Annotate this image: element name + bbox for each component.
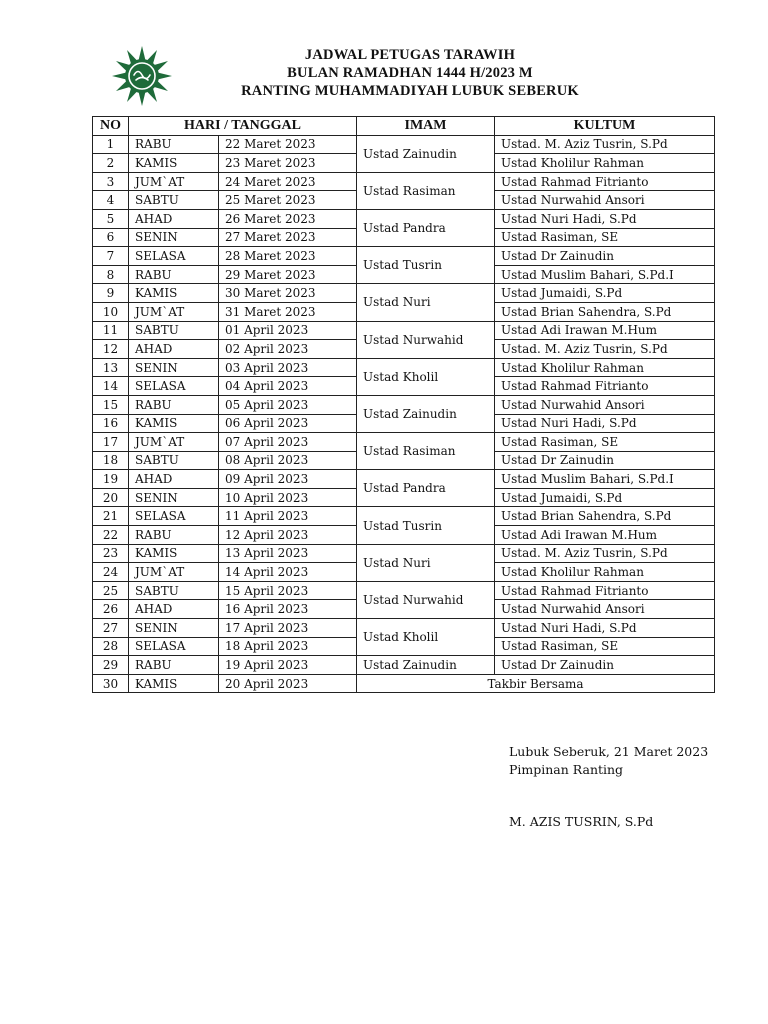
row-day: SELASA (129, 377, 219, 396)
row-kultum: Ustad Adi Irawan M.Hum (495, 526, 715, 545)
muhammadiyah-sun-logo-icon (110, 44, 174, 108)
row-date: 24 Maret 2023 (219, 172, 357, 191)
row-date: 04 April 2023 (219, 377, 357, 396)
row-number: 29 (93, 656, 129, 675)
row-number: 17 (93, 433, 129, 452)
row-date: 02 April 2023 (219, 340, 357, 359)
row-number: 9 (93, 284, 129, 303)
row-day: SABTU (129, 321, 219, 340)
row-date: 27 Maret 2023 (219, 228, 357, 247)
row-number: 19 (93, 470, 129, 489)
row-imam: Ustad Tusrin (357, 507, 495, 544)
row-number: 11 (93, 321, 129, 340)
row-kultum: Ustad Rasiman, SE (495, 433, 715, 452)
row-date: 09 April 2023 (219, 470, 357, 489)
table-row (93, 395, 715, 414)
row-date: 08 April 2023 (219, 451, 357, 470)
row-date: 01 April 2023 (219, 321, 357, 340)
row-date: 16 April 2023 (219, 600, 357, 619)
row-date: 14 April 2023 (219, 563, 357, 582)
row-number: 27 (93, 619, 129, 638)
row-kultum: Ustad Nuri Hadi, S.Pd (495, 619, 715, 638)
row-day: RABU (129, 526, 219, 545)
row-day: SENIN (129, 488, 219, 507)
row-date: 06 April 2023 (219, 414, 357, 433)
header-kultum: KULTUM (495, 117, 715, 136)
row-number: 2 (93, 154, 129, 173)
row-day: SELASA (129, 507, 219, 526)
table-row (93, 433, 715, 452)
row-day: JUM`AT (129, 433, 219, 452)
signature-name: M. AZIS TUSRIN, S.Pd (509, 814, 654, 829)
schedule-table (92, 116, 715, 693)
table-row (93, 656, 715, 675)
table-row (93, 358, 715, 377)
row-kultum: Ustad Dr Zainudin (495, 451, 715, 470)
heading-line-3: RANTING MUHAMMADIYAH LUBUK SEBERUK (241, 83, 579, 99)
row-number: 18 (93, 451, 129, 470)
row-imam: Ustad Rasiman (357, 172, 495, 209)
row-merged-note: Takbir Bersama (357, 674, 715, 693)
row-date: 07 April 2023 (219, 433, 357, 452)
row-date: 18 April 2023 (219, 637, 357, 656)
table-row (93, 172, 715, 191)
table-row (93, 209, 715, 228)
row-number: 25 (93, 581, 129, 600)
heading-line-1: JADWAL PETUGAS TARAWIH (304, 47, 516, 63)
row-number: 16 (93, 414, 129, 433)
row-imam: Ustad Nurwahid (357, 321, 495, 358)
table-header-row (93, 117, 715, 136)
row-number: 7 (93, 247, 129, 266)
row-number: 26 (93, 600, 129, 619)
row-imam: Ustad Zainudin (357, 395, 495, 432)
row-day: RABU (129, 656, 219, 675)
row-kultum: Ustad Rasiman, SE (495, 228, 715, 247)
table-row (93, 581, 715, 600)
row-number: 20 (93, 488, 129, 507)
row-kultum: Ustad. M. Aziz Tusrin, S.Pd (495, 135, 715, 154)
row-kultum: Ustad Nurwahid Ansori (495, 191, 715, 210)
row-day: SENIN (129, 358, 219, 377)
row-kultum: Ustad Nuri Hadi, S.Pd (495, 209, 715, 228)
row-day: SELASA (129, 637, 219, 656)
row-day: JUM`AT (129, 302, 219, 321)
heading-line-2: BULAN RAMADHAN 1444 H/2023 M (287, 65, 533, 81)
row-day: AHAD (129, 470, 219, 489)
row-date: 17 April 2023 (219, 619, 357, 638)
row-date: 12 April 2023 (219, 526, 357, 545)
table-row (93, 507, 715, 526)
row-date: 26 Maret 2023 (219, 209, 357, 228)
row-number: 22 (93, 526, 129, 545)
row-day: AHAD (129, 209, 219, 228)
row-day: SELASA (129, 247, 219, 266)
row-day: SABTU (129, 451, 219, 470)
row-day: SABTU (129, 581, 219, 600)
document-heading (180, 46, 640, 100)
header-hari-tanggal: HARI / TANGGAL (129, 117, 357, 136)
row-kultum: Ustad Brian Sahendra, S.Pd (495, 507, 715, 526)
row-day: SENIN (129, 619, 219, 638)
row-kultum: Ustad Jumaidi, S.Pd (495, 488, 715, 507)
row-imam: Ustad Kholil (357, 619, 495, 656)
row-imam: Ustad Zainudin (357, 656, 495, 675)
header-imam: IMAM (357, 117, 495, 136)
row-number: 5 (93, 209, 129, 228)
table-row (93, 619, 715, 638)
row-kultum: Ustad Kholilur Rahman (495, 154, 715, 173)
row-date: 20 April 2023 (219, 674, 357, 693)
row-date: 31 Maret 2023 (219, 302, 357, 321)
row-number: 21 (93, 507, 129, 526)
signature-place-date: Lubuk Seberuk, 21 Maret 2023 (509, 744, 709, 759)
row-day: KAMIS (129, 674, 219, 693)
row-number: 13 (93, 358, 129, 377)
row-imam: Ustad Nuri (357, 544, 495, 581)
row-date: 15 April 2023 (219, 581, 357, 600)
row-kultum: Ustad Nurwahid Ansori (495, 395, 715, 414)
row-kultum: Ustad. M. Aziz Tusrin, S.Pd (495, 544, 715, 563)
row-kultum: Ustad Adi Irawan M.Hum (495, 321, 715, 340)
row-number: 28 (93, 637, 129, 656)
row-kultum: Ustad Brian Sahendra, S.Pd (495, 302, 715, 321)
row-number: 1 (93, 135, 129, 154)
row-date: 29 Maret 2023 (219, 265, 357, 284)
row-kultum: Ustad Dr Zainudin (495, 656, 715, 675)
row-kultum: Ustad Kholilur Rahman (495, 563, 715, 582)
row-day: JUM`AT (129, 172, 219, 191)
row-day: RABU (129, 265, 219, 284)
row-day: JUM`AT (129, 563, 219, 582)
row-number: 3 (93, 172, 129, 191)
row-date: 28 Maret 2023 (219, 247, 357, 266)
row-number: 14 (93, 377, 129, 396)
row-imam: Ustad Nuri (357, 284, 495, 321)
row-number: 4 (93, 191, 129, 210)
row-kultum: Ustad Muslim Bahari, S.Pd.I (495, 470, 715, 489)
row-day: AHAD (129, 600, 219, 619)
signature-position: Pimpinan Ranting (509, 762, 624, 777)
row-kultum: Ustad Rahmad Fitrianto (495, 377, 715, 396)
row-kultum: Ustad Kholilur Rahman (495, 358, 715, 377)
row-day: KAMIS (129, 154, 219, 173)
table-row (93, 674, 715, 693)
row-date: 13 April 2023 (219, 544, 357, 563)
row-kultum: Ustad Rahmad Fitrianto (495, 172, 715, 191)
row-imam: Ustad Kholil (357, 358, 495, 395)
row-date: 30 Maret 2023 (219, 284, 357, 303)
row-number: 30 (93, 674, 129, 693)
row-kultum: Ustad Nurwahid Ansori (495, 600, 715, 619)
row-kultum: Ustad Muslim Bahari, S.Pd.I (495, 265, 715, 284)
row-day: RABU (129, 135, 219, 154)
row-imam: Ustad Rasiman (357, 433, 495, 470)
row-kultum: Ustad Nuri Hadi, S.Pd (495, 414, 715, 433)
row-kultum: Ustad. M. Aziz Tusrin, S.Pd (495, 340, 715, 359)
header-no: NO (93, 117, 129, 136)
row-day: KAMIS (129, 544, 219, 563)
row-day: SENIN (129, 228, 219, 247)
table-row (93, 321, 715, 340)
row-date: 05 April 2023 (219, 395, 357, 414)
row-day: AHAD (129, 340, 219, 359)
table-row (93, 470, 715, 489)
row-day: KAMIS (129, 414, 219, 433)
row-date: 19 April 2023 (219, 656, 357, 675)
row-date: 03 April 2023 (219, 358, 357, 377)
row-imam: Ustad Nurwahid (357, 581, 495, 618)
row-day: SABTU (129, 191, 219, 210)
row-imam: Ustad Pandra (357, 209, 495, 246)
row-kultum: Ustad Rahmad Fitrianto (495, 581, 715, 600)
row-kultum: Ustad Dr Zainudin (495, 247, 715, 266)
table-row (93, 284, 715, 303)
row-number: 15 (93, 395, 129, 414)
table-row (93, 135, 715, 154)
table-row (93, 544, 715, 563)
row-number: 10 (93, 302, 129, 321)
row-number: 24 (93, 563, 129, 582)
row-number: 6 (93, 228, 129, 247)
row-number: 23 (93, 544, 129, 563)
row-date: 25 Maret 2023 (219, 191, 357, 210)
row-date: 11 April 2023 (219, 507, 357, 526)
row-date: 10 April 2023 (219, 488, 357, 507)
row-imam: Ustad Zainudin (357, 135, 495, 172)
row-day: RABU (129, 395, 219, 414)
row-number: 8 (93, 265, 129, 284)
row-kultum: Ustad Rasiman, SE (495, 637, 715, 656)
row-date: 23 Maret 2023 (219, 154, 357, 173)
row-day: KAMIS (129, 284, 219, 303)
row-number: 12 (93, 340, 129, 359)
table-row (93, 247, 715, 266)
row-imam: Ustad Tusrin (357, 247, 495, 284)
row-kultum: Ustad Jumaidi, S.Pd (495, 284, 715, 303)
row-date: 22 Maret 2023 (219, 135, 357, 154)
row-imam: Ustad Pandra (357, 470, 495, 507)
